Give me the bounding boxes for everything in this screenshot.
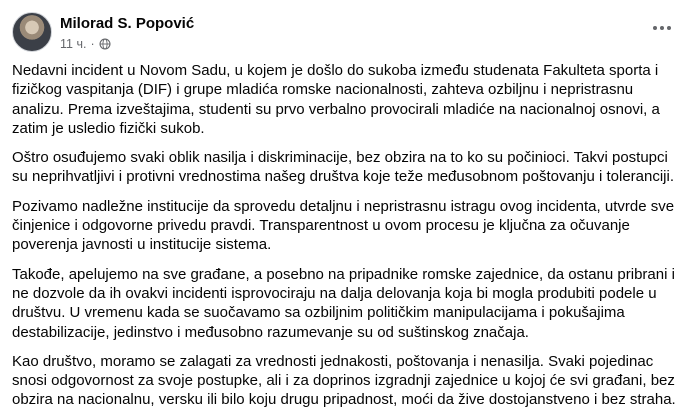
avatar[interactable]: [12, 12, 52, 52]
post-meta: [60, 37, 111, 51]
post-paragraph: Kao društvo, moramo se zalagati za vrednosti jednakosti, poštovanja i nenasilja. Svaki pojedinac snosi odgovornost za svoje postupke, ali i za doprinos izgradnji zajednice u kojoj će svi građani, bez obzira na nacionalnu, versku ili bilo koju drugu pripadnost, moći da žive dostojanstveno i bez straha.: [12, 352, 676, 409]
post-header: [12, 10, 676, 56]
post-paragraph: Nedavni incident u Novom Sadu, u kojem je došlo do sukoba između studenata Fakulteta sporta i fizičkog vaspitanja (DIF) i grupe mladića romske nacionalnosti, zahteva ozbiljnu i nepristrasnu analizu. Prema izveštajima, studenti su prvo verbalno provocirali mladiće na nacionalnoj osnovi, a zatim je usledio fizički sukob.: [12, 62, 660, 137]
more-options-icon[interactable]: [648, 18, 676, 38]
post-paragraph: Pozivamo nadležne institucije da sprovedu detaljnu i nepristrasnu istragu ovog incidenta, utvrde sve činjenice i odgovorne privedu pravdi. Transparentnost u ovom procesu je ključna za očuvanje poverenja javnosti u institucije sistema.: [12, 197, 675, 254]
post-body: [12, 61, 676, 420]
more-dot: [660, 26, 664, 30]
meta-separator: ·: [90, 37, 95, 51]
more-dot: [653, 26, 657, 30]
post-paragraph: Takođe, apelujemo na sve građane, a posebno na pripadnike romske zajednice, da ostanu pribrani i ne dozvole da ih ovakvi incidenti isprovociraju na dalja delovanja koja bi mogla produbiti podele u društvu. U vremenu kada se suočavamo sa ozbiljnim političkim manipulacijama i pokušajima destabilizacije, jedinstvo i međusobno razumevanje su od suštinskog značaja.: [12, 265, 675, 341]
author-name[interactable]: Milorad S. Popović: [60, 15, 195, 32]
post-timestamp[interactable]: 11 ч.: [60, 37, 87, 51]
globe-icon[interactable]: [99, 38, 111, 50]
more-dot: [667, 26, 671, 30]
post-paragraph: Oštro osuđujemo svaki oblik nasilja i diskriminacije, bez obzira na to ko su počinioci. Takvi postupci su neprihvatljivi i protivni vrednostima našeg društva koje teže međusobnom poštovanju i toleranciji.: [12, 149, 675, 186]
